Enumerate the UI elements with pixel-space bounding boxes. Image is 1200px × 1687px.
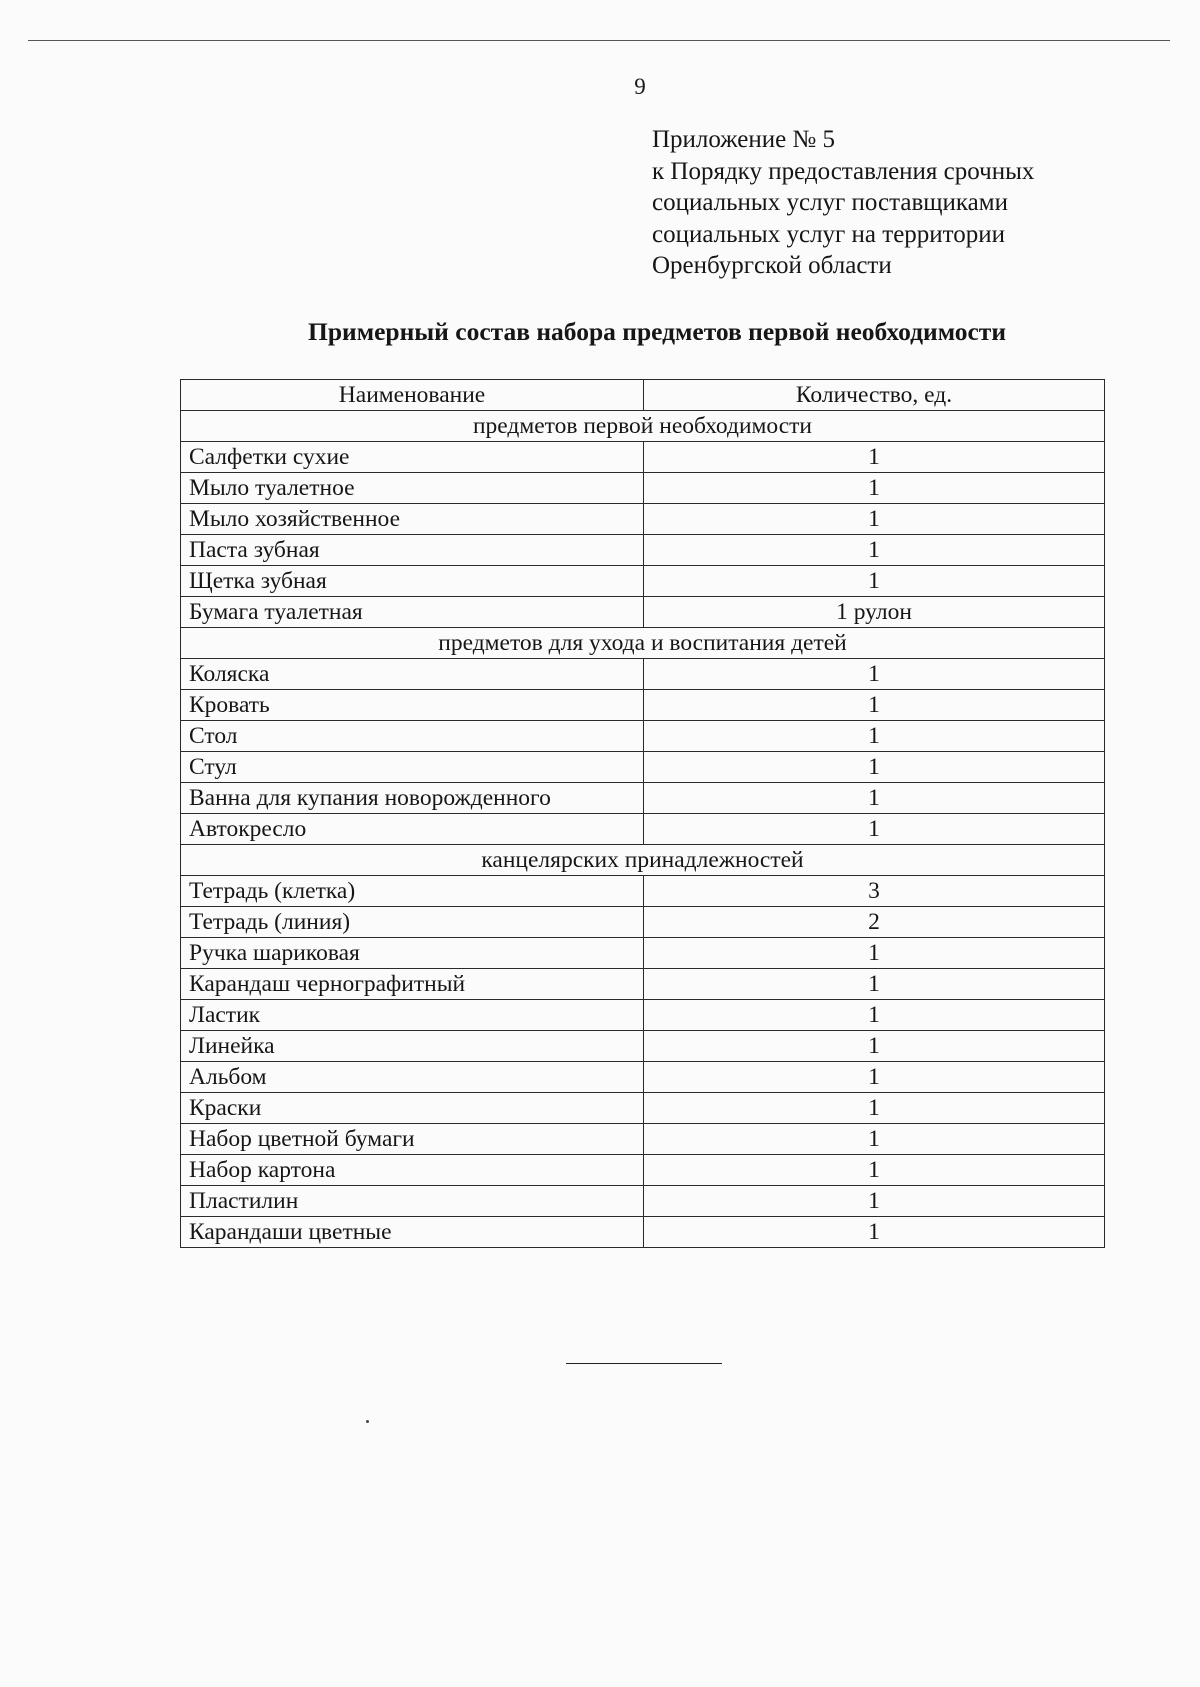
item-quantity: 1	[644, 721, 1105, 752]
table-row	[181, 659, 1105, 690]
item-quantity: 1	[644, 1000, 1105, 1031]
section-title: канцелярских принадлежностей	[181, 845, 1105, 876]
item-name: Кровать	[181, 690, 644, 721]
item-name: Набор цветной бумаги	[181, 1124, 644, 1155]
item-quantity: 1	[644, 535, 1105, 566]
table-row	[181, 876, 1105, 907]
table-row	[181, 752, 1105, 783]
item-quantity: 1	[644, 752, 1105, 783]
item-name: Стол	[181, 721, 644, 752]
page-top-rule	[28, 40, 1170, 41]
appendix-line: социальных услуг на территории	[652, 220, 1006, 248]
appendix-line: к Порядку предоставления срочных	[652, 157, 1035, 185]
item-name: Стул	[181, 752, 644, 783]
item-name: Карандаш чернографитный	[181, 969, 644, 1000]
section-row	[181, 845, 1105, 876]
item-quantity: 1	[644, 690, 1105, 721]
item-quantity: 2	[644, 907, 1105, 938]
table-row	[181, 1186, 1105, 1217]
item-quantity: 1	[644, 1062, 1105, 1093]
page-number: 9	[634, 74, 646, 99]
table-row	[181, 566, 1105, 597]
item-name: Коляска	[181, 659, 644, 690]
table-row	[181, 473, 1105, 504]
section-title: предметов первой необходимости	[181, 411, 1105, 442]
item-name: Карандаши цветные	[181, 1217, 644, 1248]
item-name: Линейка	[181, 1031, 644, 1062]
section-title: предметов для ухода и воспитания детей	[181, 628, 1105, 659]
table-row	[181, 1124, 1105, 1155]
appendix-line: социальных услуг поставщиками	[652, 189, 1008, 216]
item-quantity: 1 рулон	[644, 597, 1105, 628]
table-row	[181, 783, 1105, 814]
item-name: Ластик	[181, 1000, 644, 1031]
item-name: Тетрадь (клетка)	[181, 876, 644, 907]
table-row	[181, 442, 1105, 473]
item-name: Мыло хозяйственное	[181, 504, 644, 535]
item-name: Щетка зубная	[181, 566, 644, 597]
items-table	[180, 379, 1105, 1248]
table-row	[181, 814, 1105, 845]
item-name: Краски	[181, 1093, 644, 1124]
scan-speck	[366, 1420, 369, 1423]
appendix-line: Приложение № 5	[652, 126, 836, 153]
item-quantity: 1	[644, 1155, 1105, 1186]
item-quantity: 1	[644, 938, 1105, 969]
item-name: Ручка шариковая	[181, 938, 644, 969]
item-quantity: 1	[644, 566, 1105, 597]
appendix-line: Оренбургской области	[652, 252, 892, 279]
table-row	[181, 1031, 1105, 1062]
item-name: Мыло туалетное	[181, 473, 644, 504]
table-row	[181, 1155, 1105, 1186]
item-quantity: 1	[644, 814, 1105, 845]
table-row	[181, 938, 1105, 969]
items-body	[181, 411, 1105, 1248]
item-name: Тетрадь (линия)	[181, 907, 644, 938]
item-name: Пластилин	[181, 1186, 644, 1217]
item-quantity: 1	[644, 442, 1105, 473]
item-quantity: 1	[644, 659, 1105, 690]
section-row	[181, 411, 1105, 442]
table-row	[181, 1093, 1105, 1124]
item-quantity: 1	[644, 1186, 1105, 1217]
table-row	[181, 969, 1105, 1000]
item-quantity: 1	[644, 1124, 1105, 1155]
appendix-reference	[652, 124, 1034, 282]
end-rule	[566, 1363, 722, 1364]
item-quantity: 1	[644, 504, 1105, 535]
item-quantity: 1	[644, 473, 1105, 504]
item-name: Бумага туалетная	[181, 597, 644, 628]
table-row	[181, 721, 1105, 752]
item-quantity: 1	[644, 969, 1105, 1000]
table-row	[181, 907, 1105, 938]
table-header-row	[181, 380, 1105, 411]
header-name: Наименование	[181, 380, 644, 411]
section-row	[181, 628, 1105, 659]
table-row	[181, 1062, 1105, 1093]
table-row	[181, 690, 1105, 721]
item-quantity: 1	[644, 1031, 1105, 1062]
table-row	[181, 597, 1105, 628]
item-name: Набор картона	[181, 1155, 644, 1186]
table-row	[181, 1000, 1105, 1031]
document-title: Примерный состав набора предметов первой необходимости	[308, 317, 1007, 346]
item-quantity: 1	[644, 783, 1105, 814]
item-name: Автокресло	[181, 814, 644, 845]
item-name: Ванна для купания новорожденного	[181, 783, 644, 814]
item-quantity: 3	[644, 876, 1105, 907]
item-name: Альбом	[181, 1062, 644, 1093]
item-name: Салфетки сухие	[181, 442, 644, 473]
item-quantity: 1	[644, 1093, 1105, 1124]
table-row	[181, 1217, 1105, 1248]
table-row	[181, 535, 1105, 566]
header-quantity: Количество, ед.	[644, 380, 1105, 411]
table-row	[181, 504, 1105, 535]
item-name: Паста зубная	[181, 535, 644, 566]
item-quantity: 1	[644, 1217, 1105, 1248]
